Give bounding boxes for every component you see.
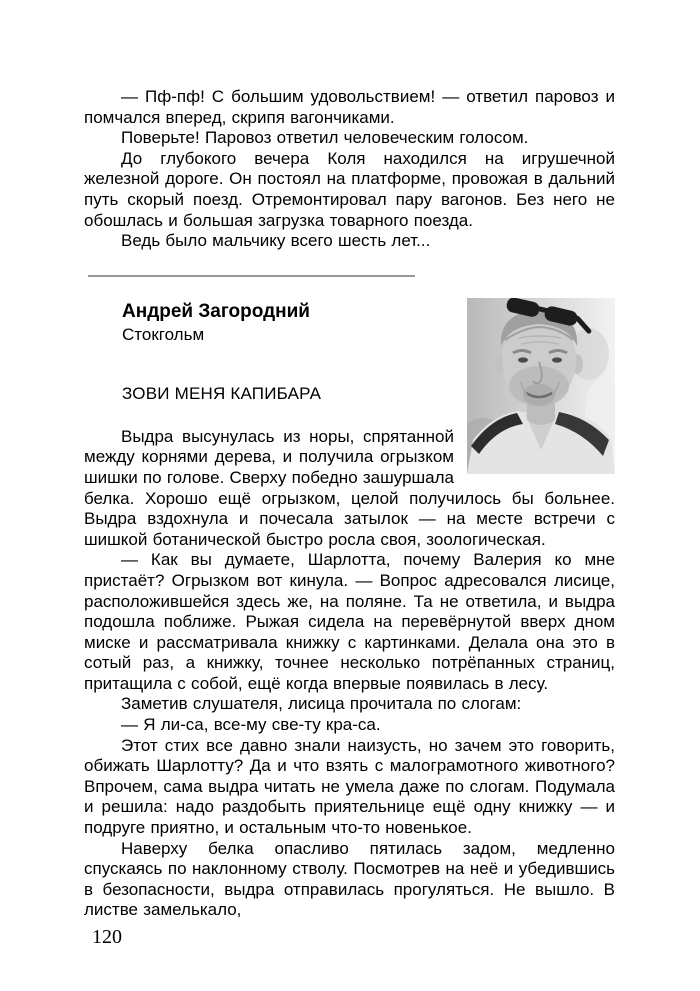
page-content	[84, 87, 615, 949]
paragraph: — Как вы думаете, Шарлотта, почему Валерия ко мне пристаёт? Огрызком вот кинула. — Вопрос адресовался лисице, расположившейся здесь же, на поляне. Та не ответила, и выдра подошла поближе. Рыжая сидела на перевёрнутой вверх дном миске и рассматривала книжку с картинками. Делала она это в сотый раз, а книжку, точнее несколько потрёпанных страниц, притащила с собой, ещё когда впервые появилась в лесу.	[84, 550, 615, 693]
paragraph: Наверху белка опасливо пятилась задом, медленно спускаясь по наклонному стволу. Посмотрев на неё и убедившись в безопасности, выдра отправилась прогуляться. Не вышло. В листве замелькало,	[84, 838, 615, 920]
portrait-photo-graphic	[467, 298, 615, 474]
paragraph: — Пф-пф! С большим удовольствием! — ответил паровоз и помчался вперед, скрипя вагончиками.	[84, 87, 615, 127]
story-title: ЗОВИ МЕНЯ КАПИБАРА	[122, 383, 322, 403]
paragraph: Выдра высунулась из норы, спрятанной между корнями дерева, и получила огрызком шишки по голове. Сверху победно зашуршала белка. Хорошо ещё огрызком, целой получилось бы больнее. Выдра вздохнула и почесала затылок — на месте встречи с шишкой ботанической быстро росла своя, зоологическая.	[84, 426, 615, 549]
page-number: 120	[92, 926, 122, 948]
story-body	[84, 427, 615, 921]
author-city: Стокгольм	[122, 324, 205, 344]
paragraph: Поверьте! Паровоз ответил человеческим голосом.	[121, 128, 529, 148]
paragraph: Заметив слушателя, лисица прочитала по слогам:	[121, 694, 522, 714]
paragraph: До глубокого вечера Коля находился на игрушечной железной дороге. Он постоял на платформе, провожая в дальний путь скорый поезд. Отремонтировал пару вагонов. Без него не обошлась и большая загрузка товарного поезда.	[84, 148, 615, 230]
section-divider	[88, 275, 415, 277]
paragraph: Ведь было мальчику всего шесть лет...	[121, 231, 431, 251]
author-name: Андрей Загородний	[122, 300, 310, 322]
previous-story-ending	[84, 87, 615, 252]
paragraph: Этот стих все давно знали наизусть, но зачем это говорить, обижать Шарлотту? Да и что взять с малограмотного животного? Впрочем, сама выдра читать не умела даже по слогам. Подумала и решила: надо раздобыть приятельнице ещё одну книжку — и подруге приятно, и остальным что-то новенькое.	[84, 735, 615, 838]
paragraph: — Я ли-са, все-му све-ту кра-са.	[121, 715, 381, 735]
author-photo	[467, 298, 615, 474]
